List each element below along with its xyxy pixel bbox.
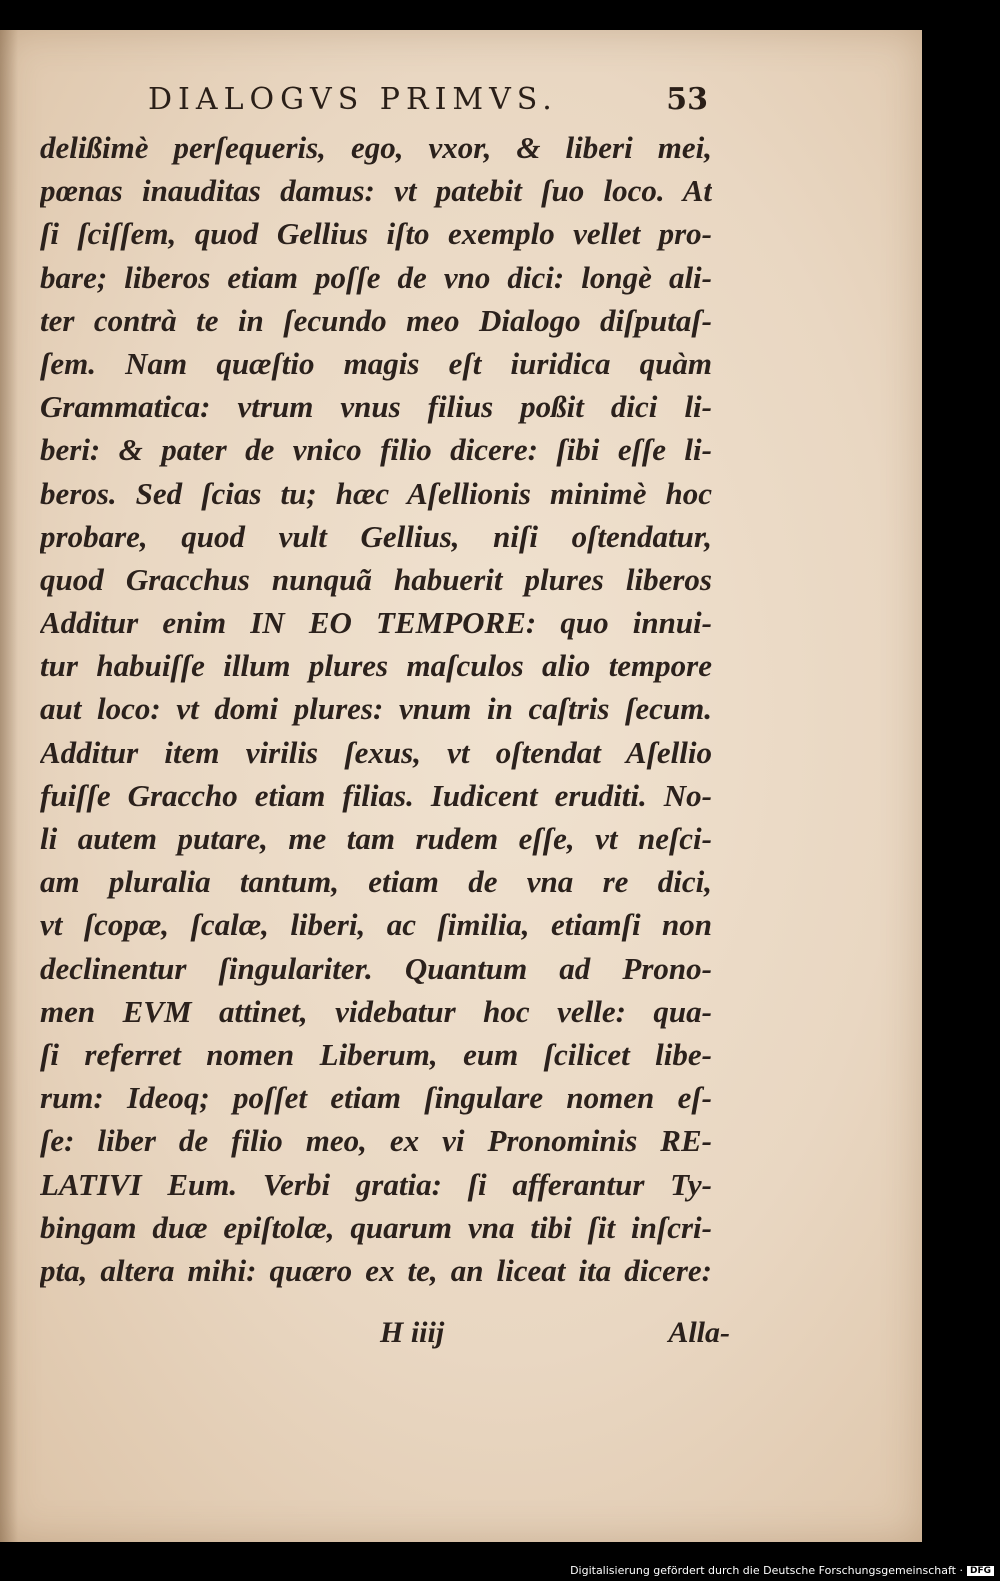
text-line: ſe: liber de filio meo, ex vi Pronominis RE- (40, 1123, 712, 1159)
text-line: Additur item virilis ſexus, vt oſtendat Aſellio (40, 734, 712, 770)
text-line: LATIVI Eum. Verbi gratia: ſi afferantur Ty- (40, 1166, 712, 1202)
body-text (40, 126, 712, 1292)
credit-text: Digitalisierung gefördert durch die Deutsche Forschungsgemeinschaft · (570, 1564, 963, 1577)
signature-mark: H iiij (380, 1316, 445, 1349)
text-line: beri: & pater de vnico filio dicere: ſibi eſſe li- (40, 432, 712, 468)
text-line: tur habuiſſe illum plures maſculos alio tempore (40, 648, 712, 684)
text-line: fuiſſe Graccho etiam filias. Iudicent eruditi. No- (40, 777, 712, 813)
text-line: ter contrà te in ſecundo meo Dialogo diſputaſ- (40, 302, 712, 338)
book-page (0, 30, 922, 1542)
text-line: aut loco: vt domi plures: vnum in caſtris ſecum. (40, 691, 712, 727)
dfg-logo: DFG (967, 1566, 994, 1576)
text-line: beros. Sed ſcias tu; hæc Aſellionis minimè hoc (40, 475, 712, 511)
text-line: am pluralia tantum, etiam de vna re dici, (40, 864, 712, 900)
text-line: Additur enim IN EO TEMPORE: quo innui- (40, 605, 712, 641)
text-line: ſi referret nomen Liberum, eum ſcilicet libe- (40, 1036, 712, 1072)
text-line: ſi ſciſſem, quod Gellius iſto exemplo vellet pro- (40, 216, 712, 252)
page-number: 53 (666, 82, 708, 117)
text-line: rum: Ideoq; poſſet etiam ſingulare nomen eſ- (40, 1080, 712, 1116)
text-line: bingam duæ epiſtolæ, quarum vna tibi ſit inſcri- (40, 1209, 712, 1245)
text-line: pta, altera mihi: quæro ex te, an liceat ita dicere: (40, 1252, 712, 1288)
text-line: delißimè perſequeris, ego, vxor, & liberi mei, (40, 130, 712, 165)
text-line: pœnas inauditas damus: vt patebit ſuo loco. At (40, 173, 712, 209)
text-line: quod Gracchus nunquã habuerit plures liberos (40, 561, 712, 597)
text-line: probare, quod vult Gellius, niſi oſtendatur, (40, 518, 712, 554)
digitization-credit (570, 1564, 994, 1577)
text-line: ſem. Nam quæſtio magis eſt iuridica quàm (40, 345, 712, 381)
header-title: DIALOGVS PRIMVS. (148, 82, 558, 117)
text-line: vt ſcopæ, ſcalæ, liberi, ac ſimilia, etiamſi non (40, 907, 712, 943)
catchword: Alla- (668, 1316, 730, 1349)
text-line: li autem putare, me tam rudem eſſe, vt neſci- (40, 821, 712, 856)
text-line: Grammatica: vtrum vnus filius poßit dici li- (40, 389, 712, 425)
text-line: men EVM attinet, videbatur hoc velle: qua- (40, 993, 712, 1029)
text-line: bare; liberos etiam poſſe de vno dici: longè ali- (40, 259, 712, 295)
running-header (148, 82, 708, 122)
text-line: declinentur ſingulariter. Quantum ad Prono- (40, 950, 712, 986)
page-footer (40, 1316, 730, 1360)
